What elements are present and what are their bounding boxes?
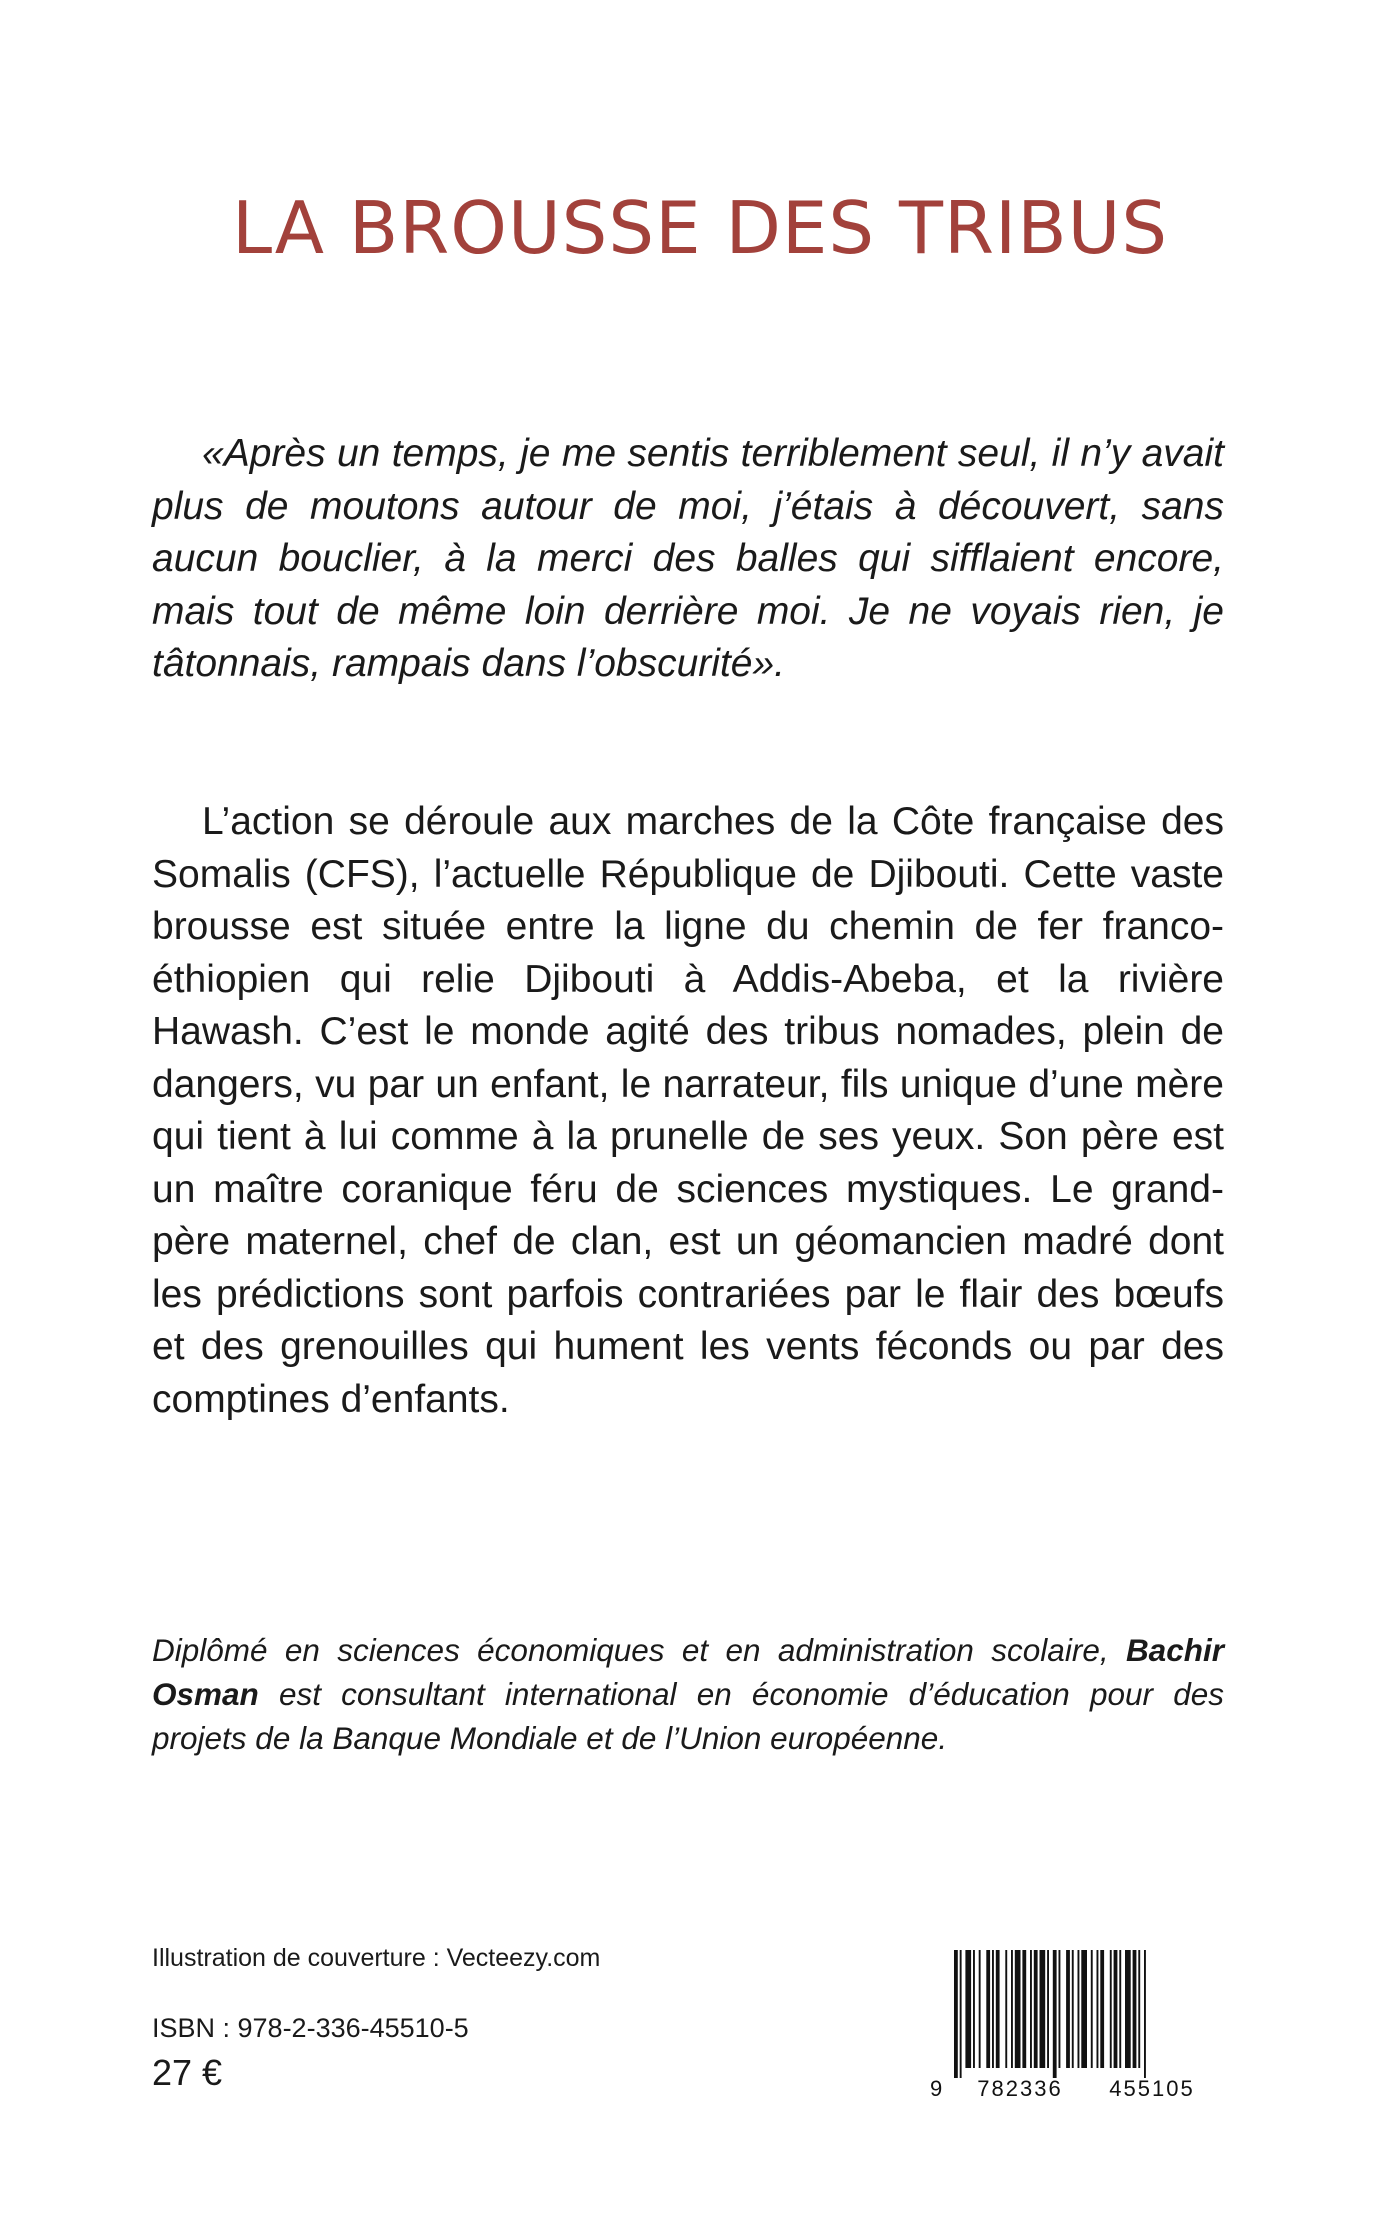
barcode-bar bbox=[979, 1950, 981, 2068]
barcode-right-digits: 455105 bbox=[1109, 2076, 1195, 2100]
barcode-bar bbox=[1005, 1950, 1007, 2068]
barcode-left-digits: 782336 bbox=[977, 2076, 1063, 2100]
barcode-bar bbox=[1072, 1950, 1074, 2068]
barcode-bar bbox=[973, 1950, 975, 2068]
barcode-bar bbox=[1022, 1950, 1026, 2068]
barcode-first-digit: 9 bbox=[930, 2076, 943, 2100]
barcode-bar bbox=[1091, 1950, 1093, 2068]
barcode-bar bbox=[1078, 1950, 1080, 2068]
barcode-bar bbox=[1133, 1950, 1137, 2068]
barcode-bar bbox=[1114, 1950, 1118, 2068]
excerpt-quote: «Après un temps, je me sentis terriblement seul, il n’y avait plus de moutons autour de moi, j’étais à découvert, sans aucun bouclier, à la merci des balles qui sifflaient encore, mais tout de même loin derrière moi. Je ne voyais rien, je tâtonnais, rampais dans l’obscurité». bbox=[152, 432, 1224, 685]
isbn-number: ISBN : 978-2-336-45510-5 bbox=[152, 2013, 469, 2043]
barcode-bar bbox=[996, 1950, 1000, 2068]
barcode-bar bbox=[1047, 1950, 1049, 2068]
bio-rest: est consultant international en économie d’éducation pour des projets de la Banque Mondiale et de l’Union européenne. bbox=[152, 1676, 1224, 1756]
barcode-bar bbox=[986, 1950, 990, 2068]
author-bio bbox=[152, 1628, 1224, 1760]
barcode-bar bbox=[1125, 1950, 1131, 2068]
cover-credit: Illustration de couverture : Vecteezy.com bbox=[152, 1944, 601, 1972]
synopsis-paragraph: L’action se déroule aux marches de la Côte française des Somalis (CFS), l’actuelle République de Djibouti. Cette vaste brousse est située entre la ligne du chemin de fer franco-éthiopien qui relie Djibouti à Addis-Abeba, et la rivière Hawash. C’est le monde agité des tribus nomades, plein de dangers, vu par un enfant, le narrateur, fils unique d’une mère qui tient à lui comme à la prunelle de ses yeux. Son père est un maître coranique féru de sciences mystiques. Le grand-père maternel, chef de clan, est un géomancien madré dont les prédictions sont parfois contrariées par le flair des bœufs et des grenouilles qui hument les vents féconds ou par des comptines d’enfants. bbox=[152, 800, 1224, 1421]
barcode-bar bbox=[1097, 1950, 1099, 2068]
isbn-barcode bbox=[928, 1950, 1224, 2100]
barcode-bar bbox=[1119, 1950, 1121, 2068]
barcode-bar bbox=[992, 1950, 994, 2068]
barcode-bar bbox=[1053, 1950, 1057, 2078]
barcode-bar bbox=[1040, 1950, 1046, 2068]
price: 27 € bbox=[152, 2052, 223, 2093]
barcode-bar bbox=[1059, 1950, 1061, 2068]
barcode-bar bbox=[1011, 1950, 1013, 2068]
barcode-bar bbox=[1034, 1950, 1038, 2068]
barcode-bar bbox=[1100, 1950, 1104, 2068]
author-name: Bachir Osman bbox=[152, 1632, 1224, 1712]
barcode-bar bbox=[965, 1950, 971, 2068]
barcode-bar bbox=[1066, 1950, 1070, 2068]
barcode-bar bbox=[1030, 1950, 1032, 2068]
barcode-bar bbox=[960, 1950, 962, 2078]
book-title: LA BROUSSE DES TRIBUS bbox=[231, 186, 1169, 270]
bio-intro: Diplômé en sciences économiques et en administration scolaire, bbox=[152, 1632, 1109, 1668]
barcode-bar bbox=[1110, 1950, 1112, 2068]
barcode-bar bbox=[1081, 1950, 1087, 2068]
barcode-bar bbox=[954, 1950, 958, 2078]
barcode-bar bbox=[1144, 1950, 1146, 2078]
barcode-bars bbox=[954, 1950, 1146, 2078]
barcode-bar bbox=[1015, 1950, 1021, 2068]
barcode-bar bbox=[1138, 1950, 1140, 2068]
